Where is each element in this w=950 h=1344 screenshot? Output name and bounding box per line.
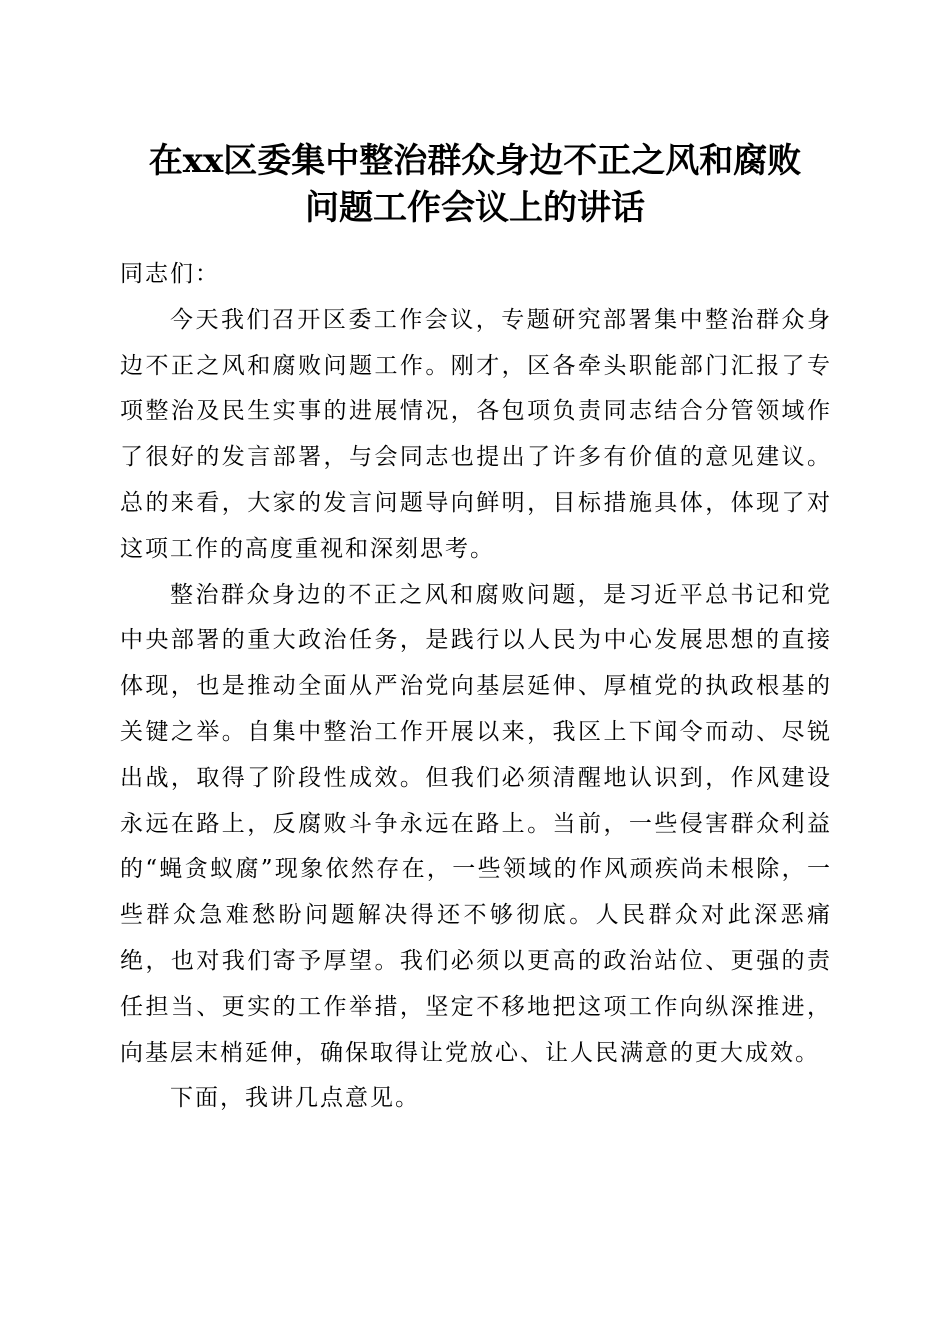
salutation: 同志们：	[120, 261, 220, 287]
paragraph-transition: 下面，我讲几点意见。	[170, 1085, 420, 1112]
document-title-line-2: 问题工作会议上的讲话	[305, 188, 645, 228]
paragraph-significance: 整治群众身边的不正之风和腐败问题，是习近平总书记和党中央部署的重大政治任务，是践行以人民为中心发展思想的直接体现，也是推动全面从严治党向基层延伸、厚植党的执政根基的关键之举。自集中整治工作开展以来，我区上下闻令而动、尽锐出战，取得了阶段性成效。但我们必须清醒地认识到，作风建设永远在路上，反腐败斗争永远在路上。当前，一些侵害群众利益的“蝇贪蚁腐”现象依然存在，一些领域的作风顽疾尚未根除，一些群众急难愁盼问题解决得还不够彻底。人民群众对此深恶痛绝，也对我们寄予厚望。我们必须以更高的政治站位、更强的责任担当、更实的工作举措，坚定不移地把这项工作向纵深推进，向基层末梢延伸，确保取得让党放心、让人民满意的更大成效。	[120, 581, 832, 1066]
document-title-line-1: 在xx区委集中整治群众身边不正之风和腐败	[148, 141, 802, 181]
document-body	[120, 252, 832, 1122]
paragraph-intro: 今天我们召开区委工作会议，专题研究部署集中整治群众身边不正之风和腐败问题工作。刚才，区各牵头职能部门汇报了专项整治及民生实事的进展情况，各包项负责同志结合分管领域作了很好的发言部署，与会同志也提出了许多有价值的意见建议。总的来看，大家的发言问题导向鲜明，目标措施具体，体现了对这项工作的高度重视和深刻思考。	[120, 306, 832, 562]
